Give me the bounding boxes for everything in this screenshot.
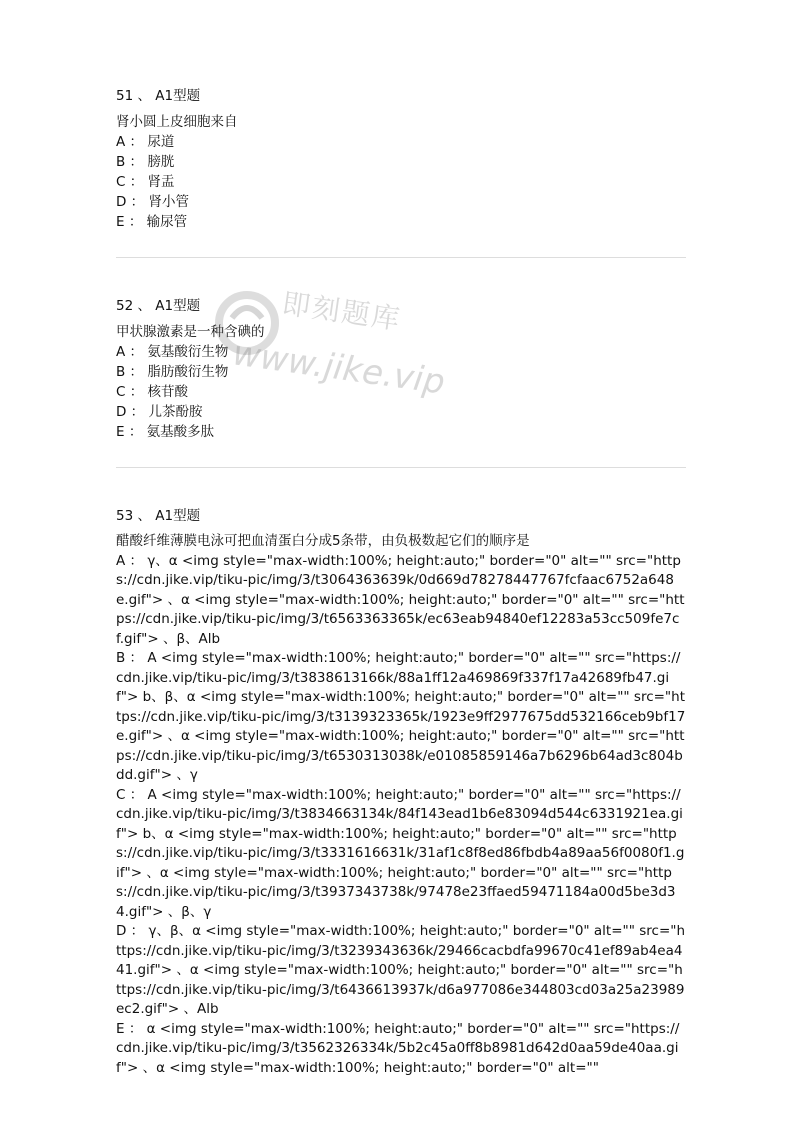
watermark-url: www.jike.vip — [230, 333, 448, 403]
option-e: E ： α <img style="max-width:100%; height:auto;" border="0" alt="" src="https://cdn.jike.vip/tiku-pic/img/3/t3562326334k/5b2c45a0ff8b8981d642d0aa59de40aa.gif"> 、α <img style="max-width:100%; height:auto;" border="0" alt="" — [116, 1020, 680, 1076]
question-header: 52 、 A1型题 — [116, 298, 201, 314]
question-52 — [116, 296, 686, 442]
question-51 — [116, 86, 686, 232]
option-e: E ： 氨基酸多肽 — [116, 424, 215, 440]
option-b: B ： 脂肪酸衍生物 — [116, 364, 229, 380]
option-d: D ： 肾小管 — [116, 194, 189, 210]
question-53 — [116, 506, 686, 1078]
watermark-brand: 即刻题库 — [280, 286, 404, 337]
option-b: B ： 膀胱 — [116, 154, 175, 170]
option-a: A ： 氨基酸衍生物 — [116, 344, 229, 360]
option-d: D ： 儿茶酚胺 — [116, 404, 203, 420]
question-header: 53 、 A1型题 — [116, 508, 201, 524]
question-divider — [116, 467, 686, 468]
option-e: E ： 输尿管 — [116, 214, 188, 230]
option-c: C ： 核苷酸 — [116, 384, 189, 400]
option-a: A ： γ、α <img style="max-width:100%; height:auto;" border="0" alt="" src="https://cdn.jike.vip/tiku-pic/img/3/t3064363639k/0d669d78278447767fcfaac6752a648e.gif"> 、α <img style="max-width:100%; height:auto;" border="0" alt="" src="https://cdn.jike.vip/tiku-pic/img/3/t6563363365k/ec63eab94840ef12283a53cc509fe7cf.gif"> 、β、Alb — [116, 552, 685, 647]
question-stem: 醋酸纤维薄膜电泳可把血清蛋白分成5条带，由负极数起它们的顺序是 — [116, 533, 530, 549]
option-c: C ： A <img style="max-width:100%; height:auto;" border="0" alt="" src="https://cdn.jike.vip/tiku-pic/img/3/t3834663134k/84f143ead1b6e83094d544c6331921ea.gif"> b、α <img style="max-width:100%; height:auto;" border="0" alt="" src="https://cdn.jike.vip/tiku-pic/img/3/t3331616631k/31af1c8f8ed86fbdb4a89aa56f0080f1.gif"> 、α <img style="max-width:100%; height:auto;" border="0" alt="" src="https://cdn.jike.vip/tiku-pic/img/3/t3937343738k/97478e23ffaed59471184a00d5be3d34.gif"> 、β、γ — [116, 786, 685, 920]
question-stem: 甲状腺激素是一种含碘的 — [116, 324, 265, 340]
option-b: B ： A <img style="max-width:100%; height:auto;" border="0" alt="" src="https://cdn.jike.vip/tiku-pic/img/3/t3838613166k/88a1ff12a469869f337f17a42689fb47.gif"> b、β、α <img style="max-width:100%; height:auto;" border="0" alt="" src="https://cdn.jike.vip/tiku-pic/img/3/t3139323365k/1923e9ff2977675dd532166ceb9bf17e.gif"> 、α <img style="max-width:100%; height:auto;" border="0" alt="" src="https://cdn.jike.vip/tiku-pic/img/3/t6530313038k/e01085859146a7b6296b64ad3c804bdd.gif"> 、γ — [116, 650, 686, 783]
option-a: A ： 尿道 — [116, 134, 175, 150]
option-d: D ： γ、β、α <img style="max-width:100%; height:auto;" border="0" alt="" src="https://cdn.jike.vip/tiku-pic/img/3/t3239343636k/29466cacbdfa99670c41ef89ab4ea441.gif"> 、α <img style="max-width:100%; height:auto;" border="0" alt="" src="https://cdn.jike.vip/tiku-pic/img/3/t6436613937k/d6a977086e344803cd03a25a23989ec2.gif"> 、Alb — [116, 923, 686, 1017]
question-header: 51 、 A1型题 — [116, 88, 201, 104]
question-list — [116, 86, 686, 1078]
question-stem: 肾小圆上皮细胞来自 — [116, 114, 238, 130]
question-divider — [116, 257, 686, 258]
option-c: C ： 肾盂 — [116, 174, 175, 190]
